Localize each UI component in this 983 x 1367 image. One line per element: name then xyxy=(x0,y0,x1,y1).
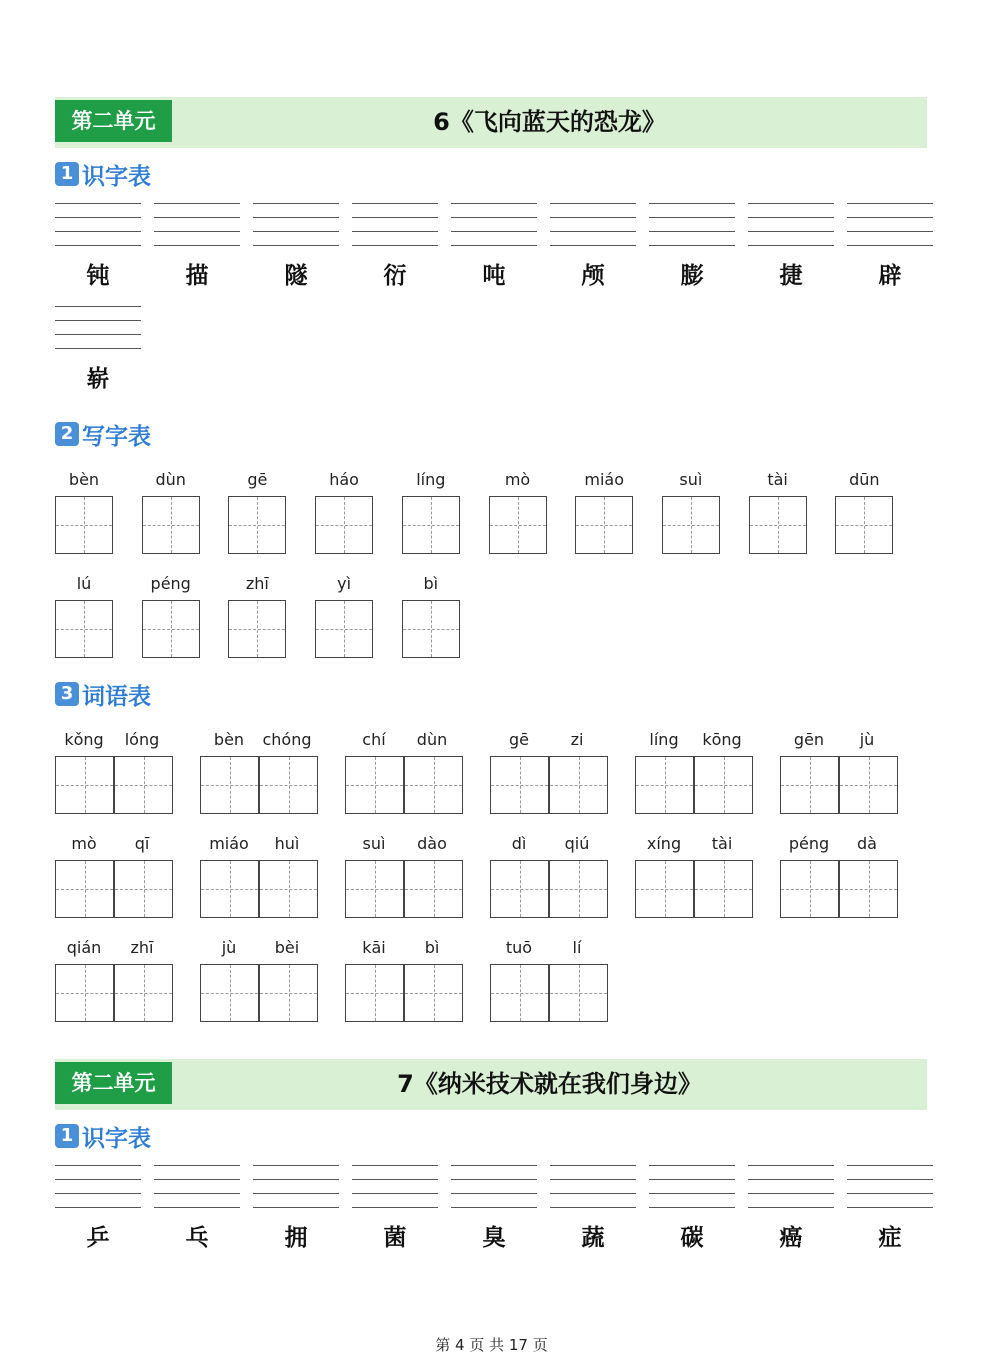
tian-zi-box xyxy=(142,496,200,554)
pinyin-label: suì xyxy=(362,834,386,853)
tian-zi-box xyxy=(315,600,373,658)
pinyin-writing-lines xyxy=(550,202,636,246)
tian-zi-box xyxy=(345,964,404,1022)
tian-zi-box xyxy=(549,756,608,814)
pinyin-label: miáo xyxy=(209,834,249,853)
pinyin-writing-lines xyxy=(451,202,537,246)
tian-zi-box xyxy=(404,964,463,1022)
pinyin-label: qiú xyxy=(564,834,590,853)
section-label: 识字表 xyxy=(82,163,151,190)
pinyin-writing-lines xyxy=(253,1164,339,1208)
tian-zi-box xyxy=(114,964,173,1022)
pinyin-label: bì xyxy=(423,574,439,593)
pinyin-label: tài xyxy=(767,470,788,489)
pinyin-label: háo xyxy=(329,470,359,489)
pinyin-label: dì xyxy=(511,834,527,853)
pinyin-writing-lines xyxy=(847,202,933,246)
pinyin-writing-lines xyxy=(352,202,438,246)
tian-zi-box xyxy=(55,756,114,814)
tian-zi-box xyxy=(315,496,373,554)
pinyin-label: tuō xyxy=(505,938,533,957)
tian-zi-box xyxy=(490,964,549,1022)
section-number-badge: 1 xyxy=(55,162,79,186)
pinyin-label: péng xyxy=(788,834,830,853)
pinyin-label: qián xyxy=(66,938,102,957)
pinyin-label: gē xyxy=(247,470,268,489)
pinyin-label: kǒng xyxy=(64,730,104,749)
tian-zi-box xyxy=(114,756,173,814)
pinyin-label: miáo xyxy=(584,470,624,489)
pinyin-label: jù xyxy=(221,938,237,957)
hanzi-character: 崭 xyxy=(86,365,110,392)
lesson-title: 7《纳米技术就在我们身边》 xyxy=(397,1070,702,1098)
pinyin-label: bèn xyxy=(68,470,100,489)
pinyin-writing-lines xyxy=(55,1164,141,1208)
hanzi-character: 拥 xyxy=(284,1224,308,1251)
pinyin-label: dùn xyxy=(416,730,448,749)
pinyin-writing-lines xyxy=(451,1164,537,1208)
tian-zi-box xyxy=(490,860,549,918)
tian-zi-box xyxy=(114,860,173,918)
tian-zi-box xyxy=(55,600,113,658)
tian-zi-box xyxy=(404,860,463,918)
pinyin-label: bì xyxy=(424,938,440,957)
section-label: 写字表 xyxy=(82,423,151,450)
pinyin-label: líng xyxy=(649,730,679,749)
section-words-header xyxy=(55,679,151,709)
lesson7-header xyxy=(55,1059,927,1110)
hanzi-character: 臭 xyxy=(482,1224,506,1251)
pinyin-writing-lines xyxy=(748,1164,834,1208)
hanzi-character: 碳 xyxy=(680,1224,704,1251)
pinyin-label: dà xyxy=(857,834,877,853)
tian-zi-box xyxy=(835,496,893,554)
hanzi-character: 颅 xyxy=(581,262,605,289)
unit-tag: 第二单元 xyxy=(55,100,172,142)
pinyin-label: suì xyxy=(679,470,703,489)
tian-zi-box xyxy=(259,964,318,1022)
tian-zi-box xyxy=(635,756,694,814)
pinyin-writing-lines xyxy=(550,1164,636,1208)
tian-zi-box xyxy=(839,756,898,814)
section-write-header xyxy=(55,419,151,449)
tian-zi-box xyxy=(549,860,608,918)
tian-zi-box xyxy=(55,496,113,554)
section-number-badge: 2 xyxy=(55,422,79,446)
pinyin-label: zi xyxy=(570,730,584,749)
tian-zi-box xyxy=(402,496,460,554)
tian-zi-box xyxy=(200,756,259,814)
pinyin-writing-lines xyxy=(847,1164,933,1208)
tian-zi-box xyxy=(490,756,549,814)
tian-zi-box xyxy=(142,600,200,658)
hanzi-character: 症 xyxy=(878,1224,902,1251)
hanzi-character: 吨 xyxy=(482,262,506,289)
hanzi-character: 隧 xyxy=(284,262,308,289)
pinyin-label: gē xyxy=(509,730,529,749)
tian-zi-box xyxy=(228,496,286,554)
pinyin-label: lú xyxy=(76,574,92,593)
pinyin-label: líng xyxy=(416,470,446,489)
page-footer: 第 4 页 共 17 页 xyxy=(435,1336,548,1354)
pinyin-writing-lines xyxy=(154,202,240,246)
pinyin-label: chóng xyxy=(262,730,312,749)
pinyin-writing-lines xyxy=(253,202,339,246)
tian-zi-box xyxy=(749,496,807,554)
tian-zi-box xyxy=(489,496,547,554)
hanzi-character: 乓 xyxy=(185,1224,209,1251)
pinyin-label: jù xyxy=(859,730,875,749)
pinyin-label: mò xyxy=(504,470,531,489)
pinyin-writing-lines xyxy=(649,1164,735,1208)
pinyin-label: zhī xyxy=(245,574,269,593)
tian-zi-box xyxy=(575,496,633,554)
pinyin-writing-lines xyxy=(649,202,735,246)
tian-zi-box xyxy=(345,860,404,918)
tian-zi-box xyxy=(780,860,839,918)
pinyin-label: xíng xyxy=(646,834,682,853)
pinyin-label: zhī xyxy=(130,938,154,957)
lesson-title: 6《飞向蓝天的恐龙》 xyxy=(433,108,666,136)
pinyin-label: kōng xyxy=(702,730,742,749)
tian-zi-box xyxy=(635,860,694,918)
tian-zi-box xyxy=(839,860,898,918)
pinyin-label: mò xyxy=(71,834,97,853)
hanzi-character: 癌 xyxy=(779,1224,803,1251)
tian-zi-box xyxy=(200,964,259,1022)
unit-tag: 第二单元 xyxy=(55,1062,172,1104)
pinyin-writing-lines xyxy=(352,1164,438,1208)
section-label: 识字表 xyxy=(82,1125,151,1152)
pinyin-label: péng xyxy=(150,574,191,593)
hanzi-character: 描 xyxy=(185,262,209,289)
tian-zi-box xyxy=(694,860,753,918)
hanzi-character: 衍 xyxy=(383,262,407,289)
pinyin-label: chí xyxy=(362,730,386,749)
section-label: 词语表 xyxy=(82,683,151,710)
section-recognize-header xyxy=(55,159,151,189)
tian-zi-box xyxy=(200,860,259,918)
pinyin-label: bèi xyxy=(274,938,300,957)
lesson6-header xyxy=(55,97,927,148)
pinyin-label: huì xyxy=(274,834,300,853)
pinyin-label: tài xyxy=(711,834,733,853)
pinyin-label: qī xyxy=(134,834,150,853)
hanzi-character: 捷 xyxy=(779,262,803,289)
hanzi-character: 辟 xyxy=(878,262,902,289)
pinyin-label: dùn xyxy=(155,470,186,489)
hanzi-character: 蔬 xyxy=(581,1224,605,1251)
pinyin-label: lí xyxy=(572,938,582,957)
hanzi-character: 菌 xyxy=(383,1224,407,1251)
pinyin-label: kāi xyxy=(362,938,386,957)
hanzi-character: 乒 xyxy=(86,1224,110,1251)
section-recognize-header xyxy=(55,1121,151,1151)
tian-zi-box xyxy=(549,964,608,1022)
hanzi-character: 钝 xyxy=(86,262,110,289)
pinyin-label: bèn xyxy=(213,730,245,749)
pinyin-label: lóng xyxy=(124,730,160,749)
pinyin-writing-lines xyxy=(748,202,834,246)
tian-zi-box xyxy=(694,756,753,814)
pinyin-label: yì xyxy=(337,574,352,593)
hanzi-character: 膨 xyxy=(680,262,704,289)
pinyin-label: dào xyxy=(417,834,447,853)
tian-zi-box xyxy=(259,756,318,814)
section-number-badge: 1 xyxy=(55,1124,79,1148)
pinyin-writing-lines xyxy=(55,202,141,246)
pinyin-label: dūn xyxy=(849,470,880,489)
tian-zi-box xyxy=(780,756,839,814)
pinyin-writing-lines xyxy=(55,305,141,349)
tian-zi-box xyxy=(662,496,720,554)
pinyin-writing-lines xyxy=(154,1164,240,1208)
tian-zi-box xyxy=(55,860,114,918)
tian-zi-box xyxy=(404,756,463,814)
tian-zi-box xyxy=(55,964,114,1022)
tian-zi-box xyxy=(402,600,460,658)
tian-zi-box xyxy=(345,756,404,814)
pinyin-label: gēn xyxy=(793,730,825,749)
section-number-badge: 3 xyxy=(55,682,79,706)
tian-zi-box xyxy=(259,860,318,918)
tian-zi-box xyxy=(228,600,286,658)
